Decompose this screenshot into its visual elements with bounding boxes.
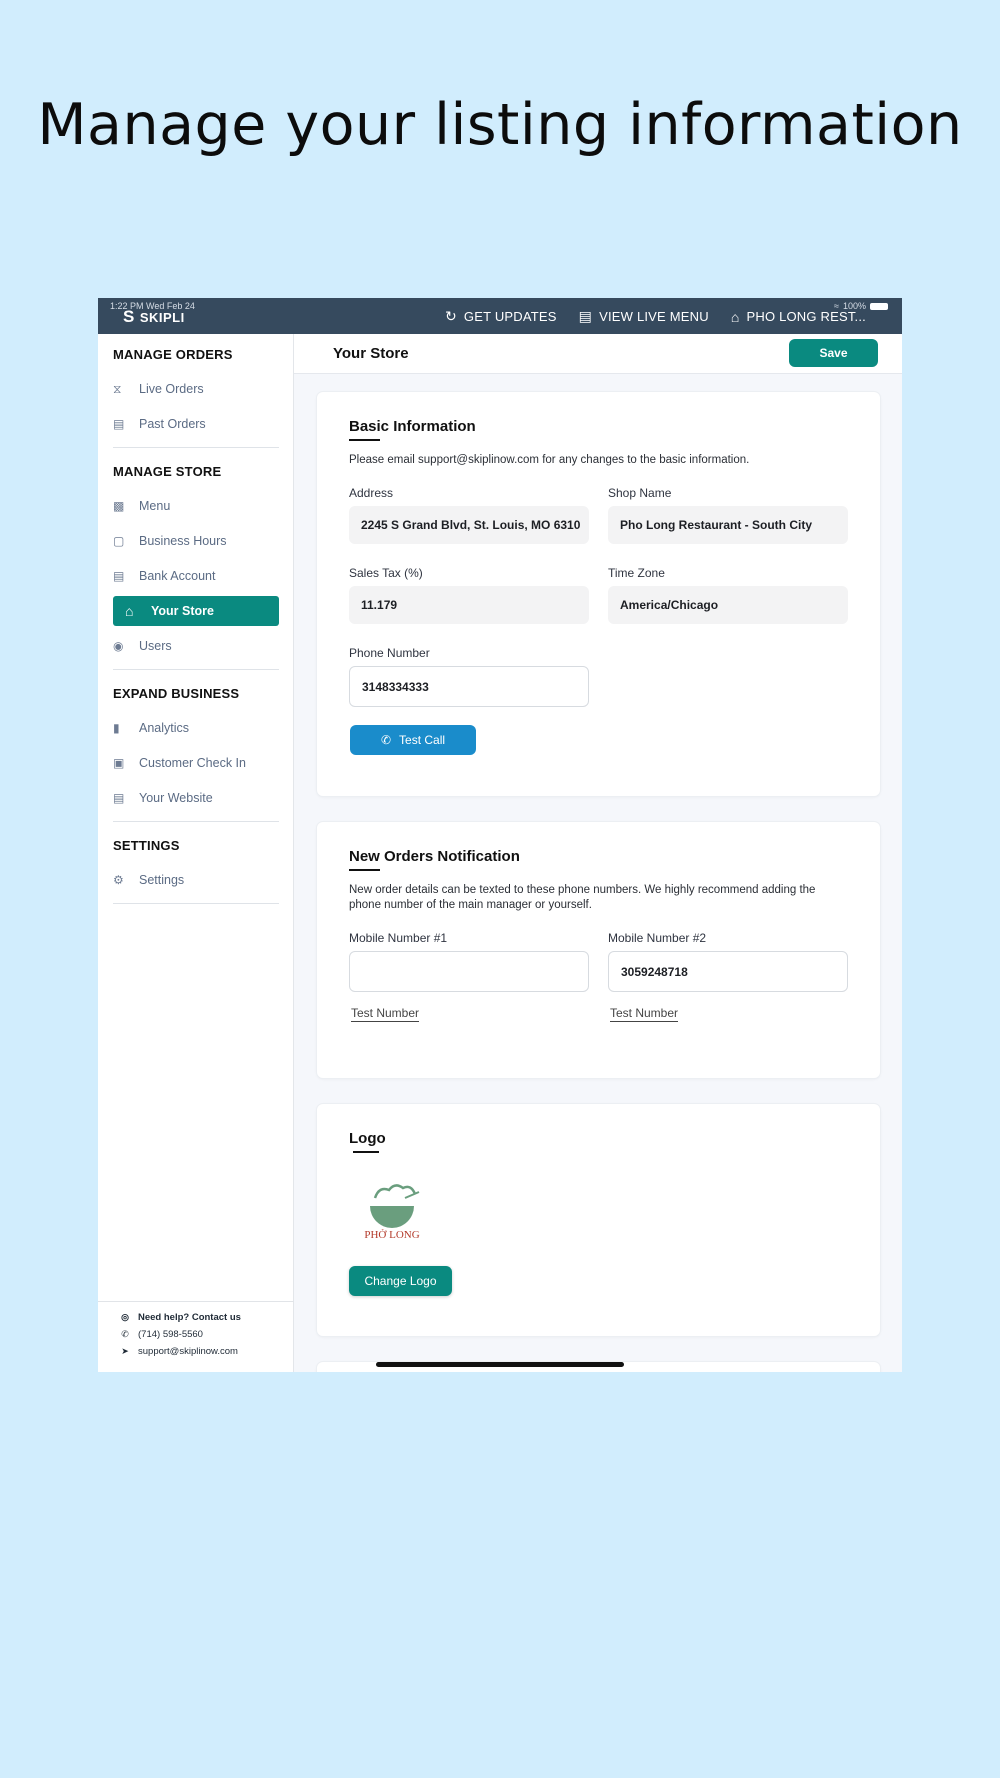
card-description: Please email support@skiplinow.com for any changes to the basic information. [349,454,750,466]
app-logo[interactable] [123,307,185,327]
get-updates-label: GET UPDATES [463,309,557,324]
main-content [294,334,902,1372]
address-label: Address [349,486,394,500]
app-logo-text: SKIPLI [139,309,185,325]
address-field: 2245 S Grand Blvd, St. Louis, MO 6310 [349,506,589,544]
time-zone-label: Time Zone [608,566,665,580]
help-line[interactable] [120,1312,294,1323]
view-live-menu-label: VIEW LIVE MENU [599,309,709,324]
bank-icon: ▤ [113,569,125,583]
skipli-logo-icon: S [123,307,135,326]
logo-wordmark: PHỞ LONG [364,1229,420,1241]
sales-tax-label: Sales Tax (%) [349,566,423,580]
title-underline [353,1151,379,1153]
phone-line[interactable] [120,1329,294,1340]
card-description: New order details can be texted to these phone numbers. We highly recommend adding the phone number of the main manager or yourself. [349,884,816,911]
sidebar-item-label: Your Store [151,604,214,618]
section-title-expand-business: EXPAND BUSINESS [113,686,240,701]
clipboard-icon: ▤ [113,417,125,431]
save-button[interactable]: Save [789,339,878,367]
refresh-icon: ↻ [444,308,457,324]
sidebar-item-label: Menu [139,499,171,513]
view-live-menu-button[interactable] [579,308,709,325]
help-text: Need help? Contact us [138,1312,241,1323]
top-bar [98,298,902,334]
sidebar-item-label: Live Orders [139,382,204,396]
sidebar-divider [113,821,279,822]
lifebuoy-icon: ◎ [121,1312,129,1322]
home-indicator [376,1362,624,1367]
bowl-shape [370,1206,414,1228]
phone-icon: ✆ [380,733,392,747]
menu-food-icon: ▩ [113,499,125,513]
help-footer [98,1301,294,1372]
test-call-button[interactable] [350,725,476,755]
sidebar-item-label: Business Hours [139,534,227,548]
sidebar-item-label: Users [139,639,172,653]
sidebar-item-your-website[interactable] [113,783,279,813]
sidebar-item-menu[interactable] [113,491,279,521]
card-title: New Orders Notification [349,848,520,865]
sidebar-divider [113,669,279,670]
gear-icon: ⚙ [113,873,124,887]
test-number-1-link[interactable]: Test Number [351,1006,420,1020]
send-icon: ➤ [121,1346,129,1356]
chopsticks-shape [405,1192,419,1198]
open-sign-icon: ▢ [113,534,125,548]
top-nav [445,308,866,325]
new-orders-notification-card [317,822,880,1078]
sidebar-item-settings[interactable] [113,865,279,895]
mobile-1-input[interactable] [349,951,589,992]
section-title-settings: SETTINGS [113,838,180,853]
section-title-manage-orders: MANAGE ORDERS [113,347,233,362]
ipad-screen [98,298,902,1372]
sidebar-item-label: Bank Account [139,569,216,583]
email-line[interactable] [120,1346,294,1357]
home-icon: ⌂ [125,603,134,619]
sidebar-item-analytics[interactable] [113,713,279,743]
monitor-icon: ▣ [113,756,125,770]
sidebar-item-label: Settings [139,873,185,887]
sidebar-item-customer-check-in[interactable] [113,748,279,778]
sidebar-item-live-orders[interactable] [113,374,279,404]
phone-number-label: Phone Number [349,646,430,660]
browser-icon: ▤ [113,791,125,805]
title-underline [349,869,380,871]
shop-name-field: Pho Long Restaurant - South City [608,506,848,544]
battery-icon [870,303,888,310]
broadcast-icon: ⧖ [113,381,122,396]
restaurant-logo [361,1176,423,1244]
sidebar-item-label: Your Website [139,791,213,805]
shop-name-label: Shop Name [608,486,672,500]
headline: Manage your listing information [37,92,963,158]
mobile-2-label: Mobile Number #2 [608,931,707,945]
sidebar-item-your-store[interactable] [113,596,279,626]
test-number-2-link[interactable]: Test Number [610,1006,679,1020]
menu-board-icon: ▤ [578,308,593,324]
user-icon: ◉ [113,639,124,653]
bar-chart-icon: ▮ [113,721,120,735]
page-title: Your Store [333,345,409,362]
help-phone: (714) 598-5560 [138,1329,203,1340]
get-updates-button[interactable] [445,308,557,325]
store-switcher-button[interactable] [731,308,866,325]
test-call-label: Test Call [399,733,446,747]
sidebar-item-label: Analytics [139,721,190,735]
change-logo-button[interactable]: Change Logo [349,1266,452,1296]
sidebar-divider [113,447,279,448]
card-title: Logo [349,1130,386,1147]
sidebar-item-label: Past Orders [139,417,206,431]
sidebar-item-bank-account[interactable] [113,561,279,591]
battery-percent: 100% [842,301,866,311]
sidebar-item-users[interactable] [113,631,279,661]
sidebar-divider [113,903,279,904]
mobile-2-input[interactable]: 3059248718 [608,951,848,992]
help-email: support@skiplinow.com [138,1346,238,1357]
sidebar-item-past-orders[interactable] [113,409,279,439]
card-title: Basic Information [349,418,476,435]
sales-tax-field: 11.179 [349,586,589,624]
sidebar [98,334,294,1372]
section-title-manage-store: MANAGE STORE [113,464,222,479]
sidebar-item-business-hours[interactable] [113,526,279,556]
home-icon: ⌂ [730,308,740,325]
time-zone-field: America/Chicago [608,586,848,624]
title-underline [349,439,380,441]
phone-icon: ✆ [121,1329,129,1339]
phone-number-input[interactable]: 3148334333 [349,666,589,707]
main-header [294,334,902,374]
logo-card [317,1104,880,1336]
basic-information-card [317,392,880,796]
sidebar-item-label: Customer Check In [139,756,246,770]
mobile-1-label: Mobile Number #1 [349,931,448,945]
store-name-label: PHO LONG REST... [746,309,866,324]
status-time: 1:22 PM Wed Feb 24 [110,301,195,311]
wifi-icon: ≈ [834,301,839,311]
